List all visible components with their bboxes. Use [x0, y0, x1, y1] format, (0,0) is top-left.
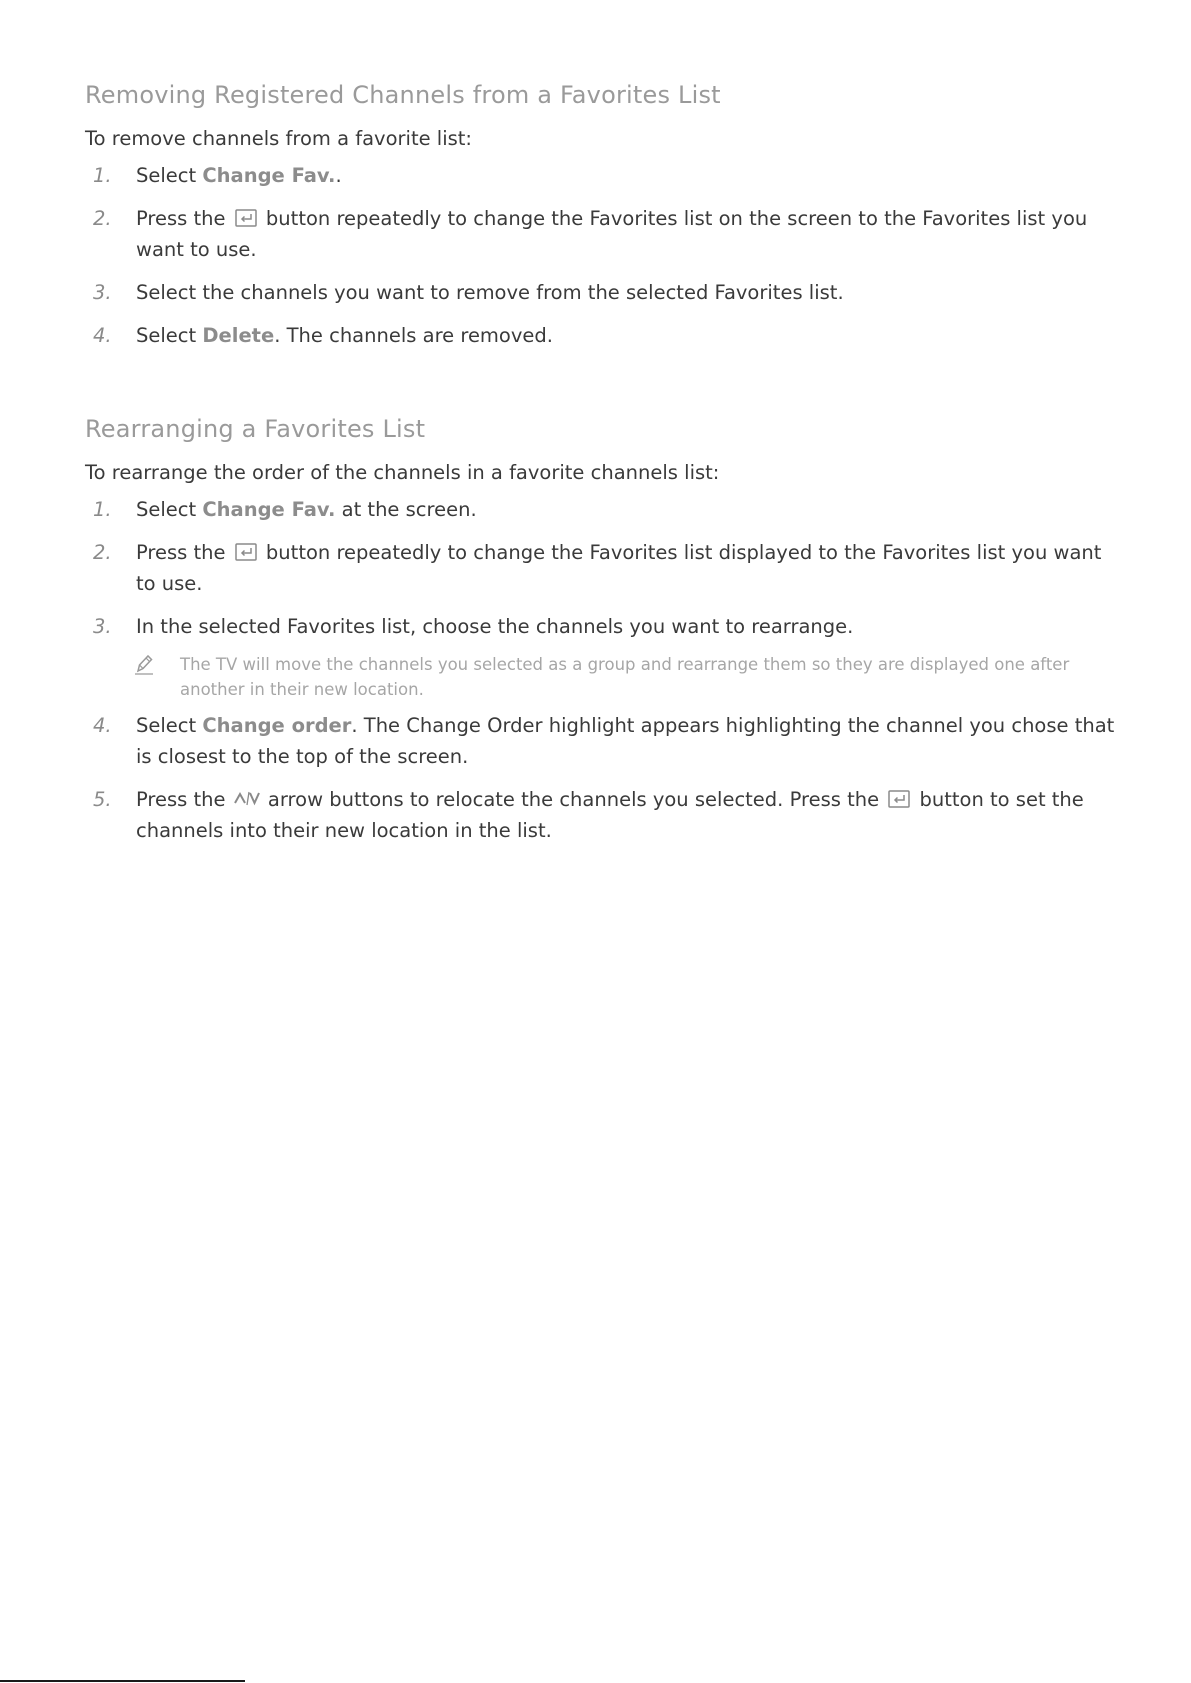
step-text: Select — [136, 164, 203, 187]
menu-keyword: Change order — [202, 714, 352, 737]
step-text: . The Change Order highlight appears highlighting the channel you chose that is closest to the top of the screen. — [136, 714, 1115, 768]
step-text: Press the — [136, 541, 232, 564]
step-text: . The channels are removed. — [274, 324, 553, 347]
up-down-arrow-icon — [234, 790, 260, 806]
step-text: Select — [136, 714, 203, 737]
step-number: 3. — [93, 615, 112, 638]
step-text: arrow buttons to relocate the channels you selected. Press the — [261, 788, 886, 811]
pencil-note-icon — [133, 652, 155, 676]
step-text: Select — [136, 324, 203, 347]
step-number: 4. — [93, 324, 112, 347]
step-number: 1. — [93, 164, 112, 187]
section-intro: To rearrange the order of the channels in a favorite channels list: — [85, 461, 720, 484]
menu-keyword: Delete — [202, 324, 275, 347]
step-3 — [85, 277, 1115, 308]
step-2 — [85, 203, 1115, 265]
enter-button-icon — [235, 209, 257, 227]
note — [85, 652, 1115, 702]
step-text: button repeatedly to change the Favorites list on the screen to the Favorites list you want to use. — [136, 207, 1088, 261]
step-5 — [85, 784, 1115, 846]
step-text: In the selected Favorites list, choose the channels you want to rearrange. — [136, 615, 854, 638]
step-text: Press the — [136, 207, 232, 230]
step-text: at the screen. — [335, 498, 477, 521]
step-number: 2. — [93, 541, 112, 564]
step-1 — [85, 160, 1115, 191]
enter-button-icon — [235, 543, 257, 561]
step-2 — [85, 537, 1115, 599]
step-number: 4. — [93, 714, 112, 737]
section-heading: Removing Registered Channels from a Favorites List — [85, 81, 721, 109]
step-text: Select the channels you want to remove from the selected Favorites list. — [136, 281, 844, 304]
menu-keyword: Change Fav. — [202, 498, 336, 521]
step-number: 1. — [93, 498, 112, 521]
step-text: Press the — [136, 788, 232, 811]
step-4 — [85, 710, 1115, 772]
step-text: button repeatedly to change the Favorites list displayed to the Favorites list you want to use. — [136, 541, 1102, 595]
note-text: The TV will move the channels you selected as a group and rearrange them so they are displayed one after another in their new location. — [180, 655, 1070, 699]
section-heading: Rearranging a Favorites List — [85, 415, 426, 443]
step-text: Select — [136, 498, 203, 521]
step-text: button to set the channels into their new location in the list. — [136, 788, 1084, 842]
step-number: 5. — [93, 788, 112, 811]
footer-divider — [0, 1680, 245, 1682]
step-text: . — [335, 164, 342, 187]
step-4 — [85, 320, 1115, 351]
step-number: 3. — [93, 281, 112, 304]
step-1 — [85, 494, 1115, 525]
enter-button-icon — [888, 790, 910, 808]
step-number: 2. — [93, 207, 112, 230]
menu-keyword: Change Fav. — [202, 164, 336, 187]
step-3 — [85, 611, 1115, 642]
section-rearranging-list — [85, 412, 1115, 858]
section-removing-channels — [85, 78, 1115, 363]
section-intro: To remove channels from a favorite list: — [85, 127, 472, 150]
